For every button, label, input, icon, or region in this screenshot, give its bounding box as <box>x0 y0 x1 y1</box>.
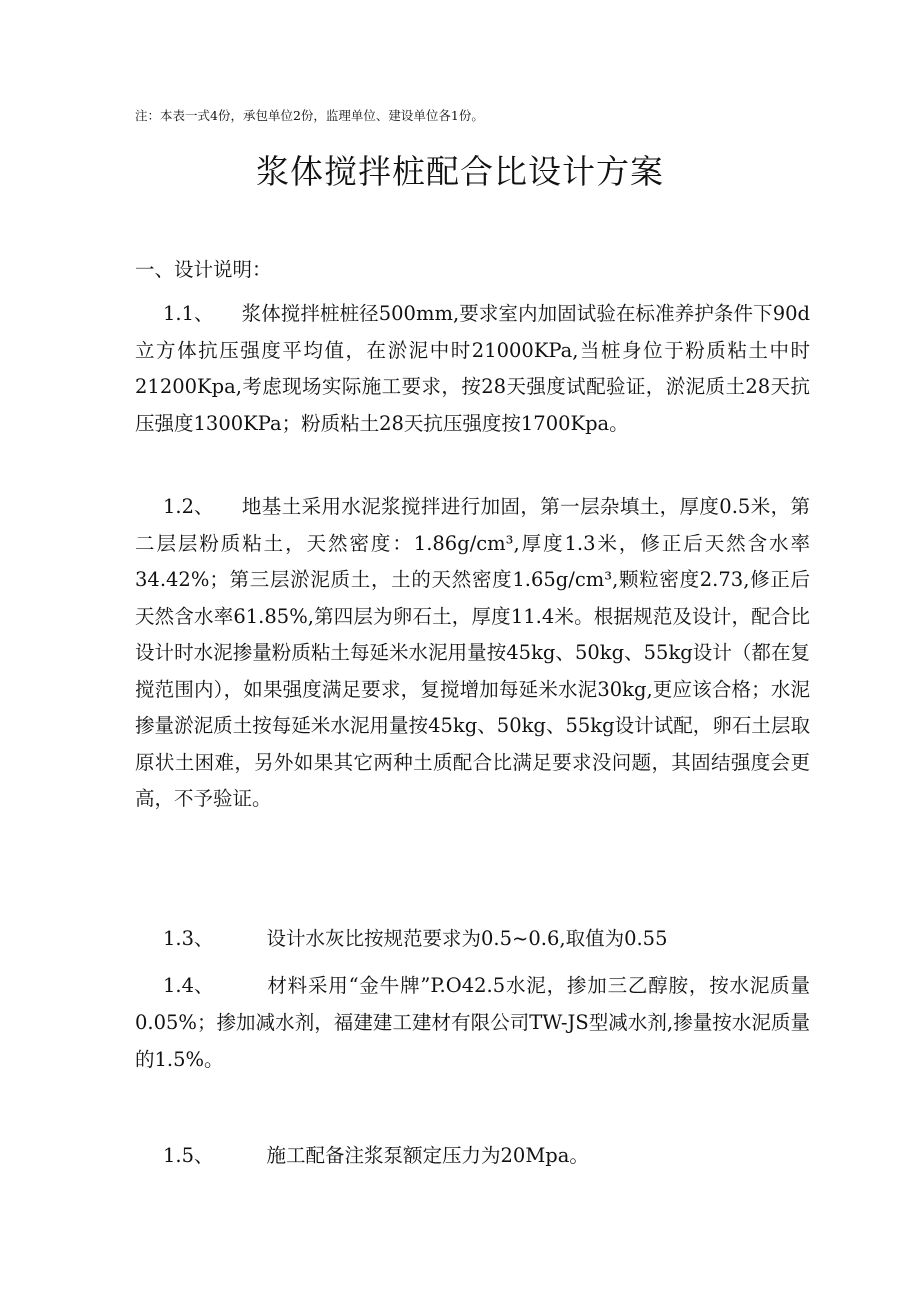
paragraph-1-3 <box>135 921 810 958</box>
item-text: 施工配备注浆泵额定压力为20Mpa。 <box>266 1144 589 1167</box>
paragraph-1-2 <box>135 489 810 818</box>
item-text: 设计水灰比按规范要求为0.5~0.6,取值为0.55 <box>266 927 668 950</box>
item-number: 1.2、 <box>163 495 214 518</box>
item-number: 1.5、 <box>163 1144 214 1167</box>
table-note: 注：本表一式4份，承包单位2份，监理单位、建设单位各1份。 <box>135 108 484 123</box>
item-text: 材料采用“金牛牌”P.O42.5水泥，掺加三乙醇胺，按水泥质量0.05%；掺加减水剂，福建建工建材有限公司TW-JS型减水剂,掺量按水泥质量的1.5%。 <box>135 974 810 1071</box>
item-number: 1.4、 <box>163 974 214 997</box>
paragraph-1-1 <box>135 296 810 442</box>
item-number: 1.1、 <box>163 302 214 325</box>
item-text: 浆体搅拌桩桩径500mm,要求室内加固试验在标准养护条件下90d立方体抗压强度平均值，在淤泥中时21000KPa,当桩身位于粉质粘土中时21200Kpa,考虑现场实际施工要求，按28天强度试配验证，淤泥质土28天抗压强度1300KPa；粉质粘土28天抗压强度按1700Kpa。 <box>135 302 810 435</box>
section-heading: 一、设计说明： <box>135 258 272 281</box>
document-title: 浆体搅拌桩配合比设计方案 <box>256 152 664 191</box>
paragraph-1-4 <box>135 967 810 1078</box>
item-text: 地基土采用水泥浆搅拌进行加固，第一层杂填土，厚度0.5米，第二层层粉质粘土，天然密度：1.86g/cm³,厚度1.3米，修正后天然含水率34.42%；第三层淤泥质土，土的天然密度1.65g/cm³,颗粒密度2.73,修正后天然含水率61.85%,第四层为卵石土，厚度11.4米。根据规范及设计，配合比设计时水泥掺量粉质粘土每延米水泥用量按45kg、50kg、55kg设计（都在复搅范围内），如果强度满足要求，复搅增加每延米水泥30kg,更应该合格；水泥掺量淤泥质土按每延米水泥用量按45kg、50kg、55kg设计试配，卵石土层取原状土困难，另外如果其它两种土质配合比满足要求没问题，其固结强度会更高，不予验证。 <box>135 495 810 810</box>
paragraph-1-5 <box>135 1138 810 1175</box>
item-number: 1.3、 <box>163 927 214 950</box>
